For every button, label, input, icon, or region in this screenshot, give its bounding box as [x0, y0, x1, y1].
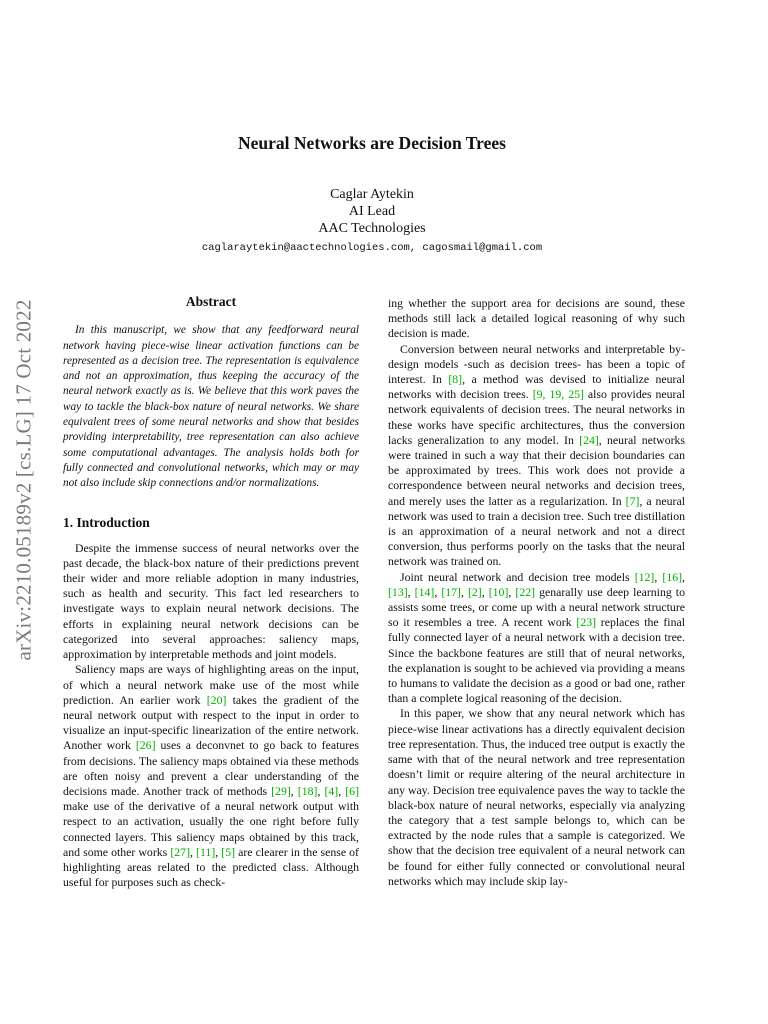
paper-title: Neural Networks are Decision Trees	[238, 133, 506, 153]
intro-paragraph-2-continued: ing whether the support area for decisions are sound, these methods still lack a detailed logical reasoning of why such decision is made.	[388, 296, 685, 341]
author-block	[0, 186, 744, 257]
citation-link[interactable]: [2]	[467, 584, 482, 599]
abstract-heading: Abstract	[185, 294, 237, 309]
intro-paragraph-5: In this paper, we show that any neural network which has piece-wise linear activations has a directly equivalent decision tree representation. Thus, the induced tree output is exactly the same with that of the neural network and tree representation doesn’t limit or require altering of the neural architecture in any way. Decision tree equivalence paves the way to tackle the black-box nature of neural networks, especially via analyzing the category that a test sample belongs to, which can be extracted by the node rules that a sample is categorized. We show that the decision tree equivalent of a neural network can be found for either fully connected or convolutional neural networks which may include skip lay-	[388, 706, 685, 888]
citation-link[interactable]: [20]	[206, 692, 227, 707]
intro-paragraph-1: Despite the immense success of neural networks over the past decade, the black-box nature of their predictions prevent their wider and more reliable adoption in many industries, such as health and security. This fact led researchers to investigate ways to explain neural network decisions. The efforts in explaining neural network decisions can be categorized into several approaches: saliency maps, approximation by interpretable methods and joint models.	[63, 540, 359, 662]
citation-link[interactable]: [9, 19, 25]	[532, 387, 584, 402]
citation-link[interactable]: [4]	[324, 783, 339, 798]
citation-link[interactable]: [27]	[170, 844, 190, 859]
citation-link[interactable]: [13]	[388, 584, 408, 599]
citation-link[interactable]: [6]	[345, 783, 360, 798]
author-name: Caglar Aytekin	[330, 187, 414, 202]
citation-link[interactable]: [5]	[221, 844, 236, 859]
citation-link[interactable]: [16]	[662, 569, 683, 584]
citation-link[interactable]: [26]	[135, 738, 156, 753]
abstract-body: In this manuscript, we show that any feedforward neural network having piece-wise linear activation functions can be represented as a decision tree. The representation is equivalence and not an approximation, thus keeping the accuracy of the neural network exactly as is. We believe that this work paves the way to tackle the black-box nature of neural networks. We share equivalent trees of some neural networks and show that besides providing interpretability, tree representation can also achieve some computational advantages. The analysis holds both for fully connected and convolutional networks, which may or may not also include skip connections and/or normalizations.	[63, 324, 359, 490]
right-column	[388, 296, 685, 889]
intro-paragraph-2: Saliency maps are ways of highlighting areas on the input, of which a neural network make use of the most while prediction. An earlier work [20] takes the gradient of the neural network output with respect to the input in order to visualize an input-specific linearization of the entire network. Another work [26] uses a deconvnet to go back to features from decisions. The saliency maps obtained via these methods are often noisy and prevent a clear understanding of the decisions made. Another track of methods [29], [18], [4], [6] make use of the derivative of a neural network output with respect to an activation, usually the one right before fully connected layers. This saliency maps obtained by this track, and some other works [27], [11], [5] are clearer in the sense of highlighting areas related to the predicted class. Although useful for purposes such as check-	[63, 662, 360, 890]
citation-link[interactable]: [14]	[414, 584, 435, 599]
citation-link[interactable]: [8]	[448, 372, 463, 387]
author-role: AI Lead	[348, 204, 396, 219]
author-email: caglaraytekin@aactechnologies.com, cagosmail@gmail.com	[201, 242, 543, 254]
author-affiliation: AAC Technologies	[318, 221, 426, 236]
citation-link[interactable]: [22]	[515, 584, 536, 599]
citation-link[interactable]: [17]	[441, 584, 461, 599]
citation-link[interactable]: [23]	[576, 615, 597, 630]
citation-link[interactable]: [7]	[625, 493, 640, 508]
citation-link[interactable]: [12]	[634, 569, 655, 584]
intro-paragraph-3: Conversion between neural networks and interpretable by-design models -such as decision trees- has been a topic of interest. In [8], a method was devised to initialize neural networks with decision trees. [9, 19, 25] also provides neural network equivalents of decision trees. The neural networks in these works have specific architectures, thus the conversion lacks generalization to any model. In [24], neural networks were trained in such a way that their decision boundaries can be approximated by trees. This work does not provide a correspondence between neural networks and decision trees, and merely uses the latter as a regularization. In [7], a neural network was used to train a decision tree. Such tree distillation is an approximation of a neural network and not a direct conversion, thus performs poorly on the tasks that the neural network was trained on.	[388, 341, 686, 569]
arxiv-stamp: arXiv:2210.05189v2 [cs.LG] 17 Oct 2022	[11, 299, 36, 661]
citation-link[interactable]: [18]	[297, 783, 318, 798]
citation-link[interactable]: [11]	[196, 844, 216, 859]
citation-link[interactable]: [24]	[579, 432, 599, 447]
intro-paragraph-4: Joint neural network and decision tree models [12], [16], [13], [14], [17], [2], [10], [22] genarally use deep learning to assists some trees, or come up with a neural network structure so it resembles a tree. A recent work [23] replaces the final fully connected layer of a neural network with a decision tree. Since the backbone features are still that of neural networks, the explanation is sought to be achieved via providing a means to humans to validate the decision as a good or bad one, rather than a complete logical reasoning of the decision.	[388, 569, 685, 706]
section-heading-introduction: 1. Introduction	[63, 515, 150, 531]
citation-link[interactable]: [29]	[271, 783, 291, 798]
citation-link[interactable]: [10]	[488, 584, 509, 599]
left-column	[63, 294, 359, 890]
